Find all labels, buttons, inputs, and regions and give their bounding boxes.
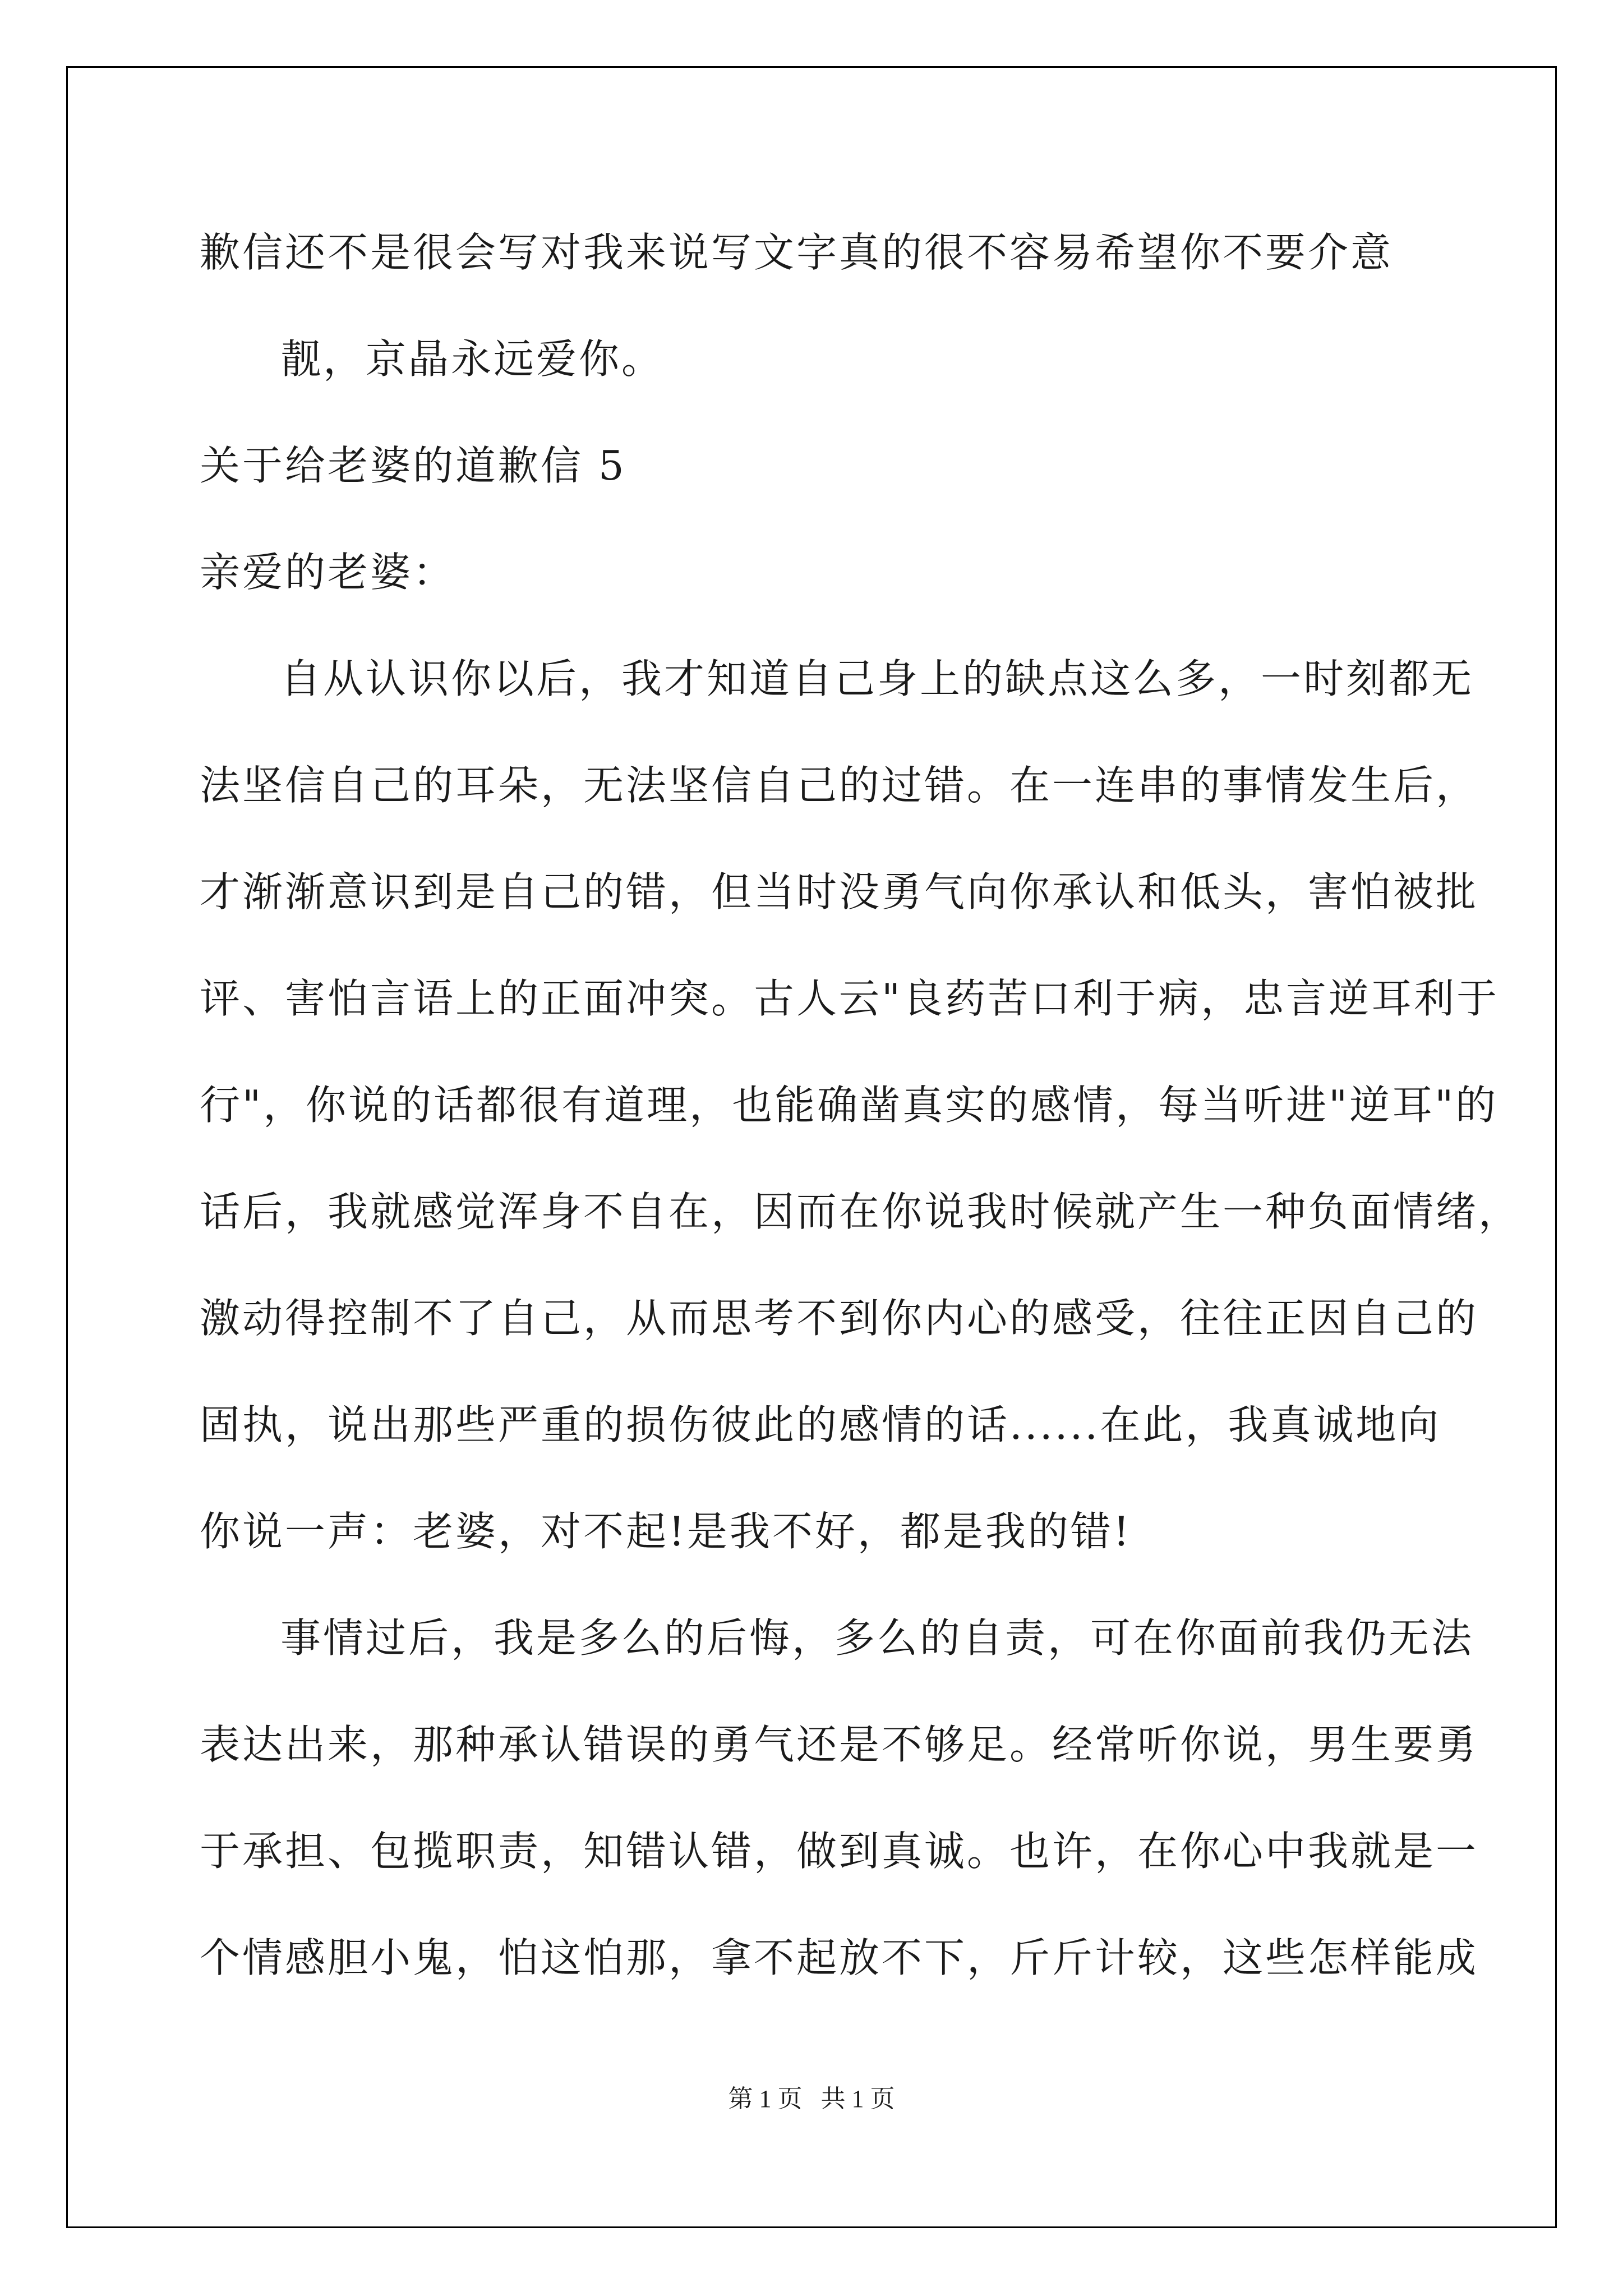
body-line-6: 法坚信自己的耳朵，无法坚信自己的过错。在一连串的事情发生后， — [200, 762, 1479, 809]
body-line-1: 歉信还不是很会写对我来说写文字真的很不容易希望你不要介意 — [200, 229, 1394, 276]
body-line-16: 于承担、包揽职责，知错认错，做到真诚。也许，在你心中我就是一 — [200, 1828, 1479, 1875]
document-body — [200, 222, 1521, 2033]
body-line-9: 行"，你说的话都很有道理，也能确凿真实的感情，每当听进"逆耳"的 — [200, 1082, 1498, 1129]
body-line-7: 才渐渐意识到是自己的错，但当时没勇气向你承认和低头，害怕被批 — [200, 868, 1479, 915]
body-line-11: 激动得控制不了自己，从而思考不到你内心的感受，往往正因自己的 — [200, 1295, 1479, 1342]
body-line-5: 自从认识你以后，我才知道自己身上的缺点这么多，一时刻都无 — [280, 655, 1474, 702]
body-line-10: 话后，我就感觉浑身不自在，因而在你说我时候就产生一种负面情绪， — [200, 1188, 1521, 1235]
body-line-2: 靓，京晶永远爱你。 — [280, 335, 665, 383]
page-number-footer: 第 1 页 共 1 页 — [728, 2085, 895, 2113]
body-line-13: 你说一声：老婆，对不起!是我不好，都是我的错! — [200, 1508, 1132, 1555]
section-heading: 关于给老婆的道歉信 5 — [200, 442, 626, 489]
body-line-12: 固执，说出那些严重的损伤彼此的感情的话......在此，我真诚地向 — [200, 1401, 1441, 1448]
salutation: 亲爱的老婆： — [200, 549, 456, 596]
body-line-17: 个情感胆小鬼，怕这怕那，拿不起放不下，斤斤计较，这些怎样能成 — [200, 1934, 1479, 1981]
body-line-8: 评、害怕言语上的正面冲突。古人云"良药苦口利于病，忠言逆耳利于 — [200, 975, 1500, 1022]
body-line-15: 表达出来，那种承认错误的勇气还是不够足。经常听你说，男生要勇 — [200, 1721, 1479, 1768]
body-line-14: 事情过后，我是多么的后悔，多么的自责，可在你面前我仍无法 — [280, 1614, 1474, 1662]
